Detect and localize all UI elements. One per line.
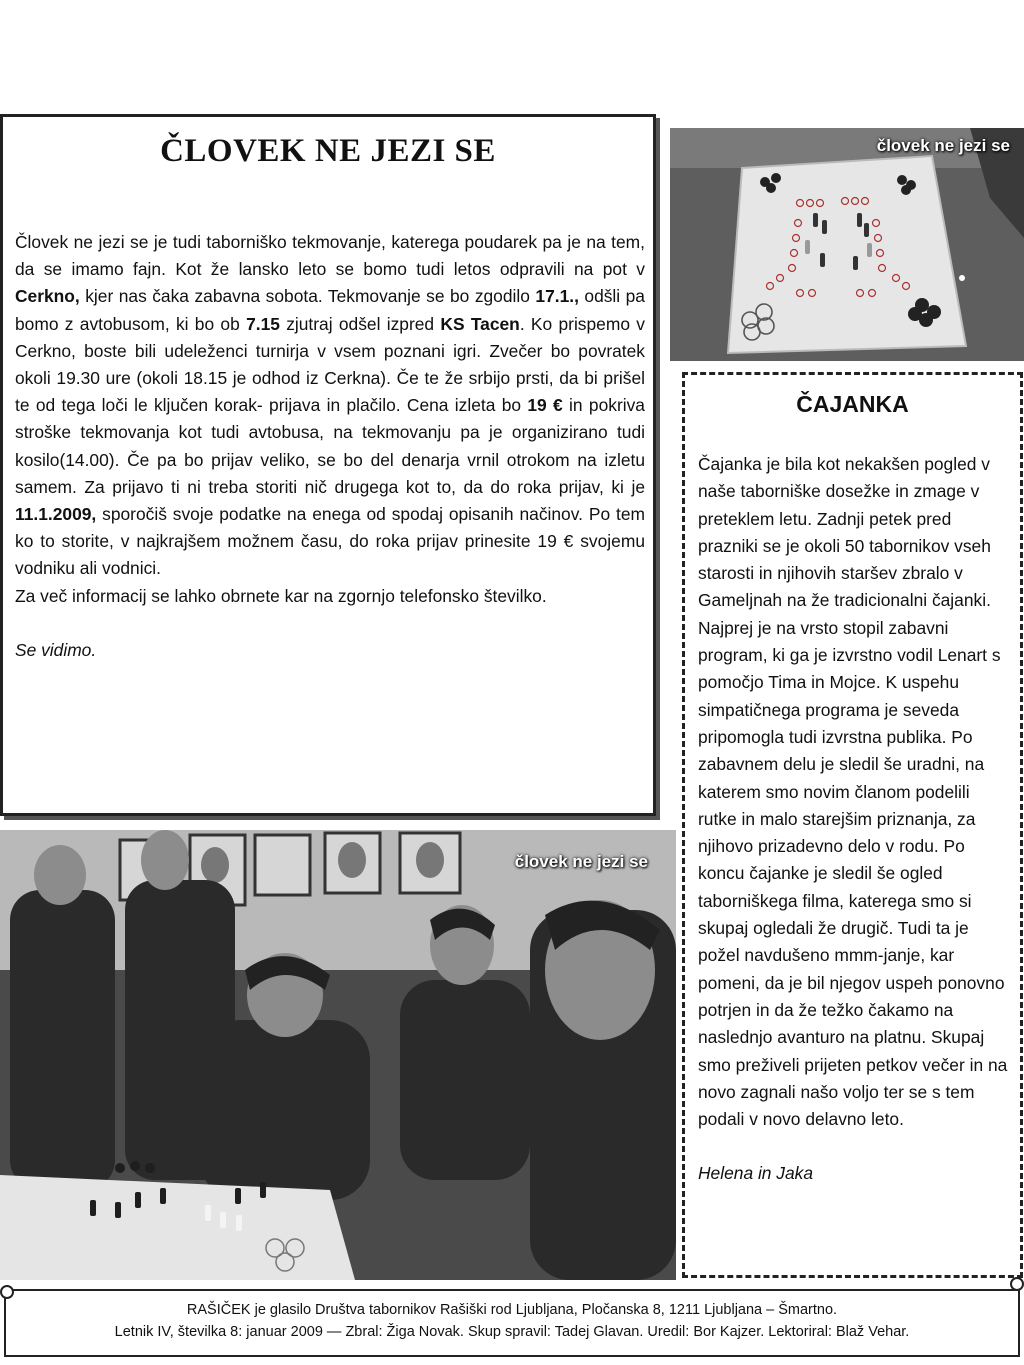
place-cerkno: Cerkno, bbox=[15, 286, 80, 307]
players-photo-caption: človek ne jezi se bbox=[514, 852, 648, 871]
sidebar-authors bbox=[698, 1160, 1012, 1187]
players-illustration bbox=[0, 830, 676, 1280]
scroll-ornament-right bbox=[1010, 1277, 1024, 1291]
spacer bbox=[698, 1133, 1012, 1160]
registration-deadline: 11.1.2009, bbox=[15, 504, 97, 525]
scroll-ornament-left bbox=[0, 1285, 14, 1299]
authors-text: Helena in Jaka bbox=[698, 1163, 814, 1184]
sidebar-text: Čajanka je bila kot nekakšen pogled v naše taborniške dosežke in zmage v preteklem letu. Zadnji petek pred prazniki se je okoli 50 tabornikov vseh starosti in njihovih staršev zbralo v Gameljnah na že tradicionalni čajanki. Najprej je na vrsto stopil zabavni program, ki ga je izvrstno vodil Lenart s pomočjo Tima in Mojce. K uspehu simpatičnega programa je seveda pripomogla tudi izvrstna publika. Po zabavnem delu je sledil še uradni, na katerem smo novim članom podelili rutke in malo starejšim priznanja, za njihovo prizadevno delo v rodu. Po koncu čajanke je sledil še ogled taborniškega filma, katerega smo si skupaj ogledali že drugič. Tudi ta je požel navdušeno mmm-janje, kar pomeni, da je bil njegov uspeh ponovno potrjen in da že težko čakamo na naslednjo avanturo na platnu. Skupaj smo preživeli prijeten petkov večer in na novo zagnali našo voljo ter se s tem podali v novo delavno leto. bbox=[698, 454, 1008, 1130]
signoff-text: Se vidimo. bbox=[15, 639, 97, 660]
article-title: ČLOVEK NE JEZI SE bbox=[160, 133, 496, 169]
board-game-illustration bbox=[670, 128, 1024, 361]
article-paragraph-1 bbox=[15, 229, 645, 583]
board-game-photo bbox=[670, 128, 1024, 361]
text-run: zjutraj odšel izpred bbox=[279, 313, 441, 334]
article-box bbox=[0, 114, 656, 816]
footer-line-2: Letnik IV, številka 8: januar 2009 — Zbral: Žiga Novak. Skup spravil: Tadej Glavan. Uredil: Bor Kajzer. Lektoriral: Blaž Vehar. bbox=[114, 1324, 910, 1340]
board-photo-caption: človek ne jezi se bbox=[876, 136, 1010, 155]
sidebar-body bbox=[698, 451, 1012, 1188]
sidebar-title: ČAJANKA bbox=[796, 391, 909, 417]
departure-place: KS Tacen bbox=[440, 313, 520, 334]
text-run: . Ko prispemo v Cerkno, boste bili udeleženci turnirja v vsem poznani igri. Zvečer bo povratek okoli 19.30 ure (okoli 18.15 je odhod iz Cerkna). Če te že srbijo prsti, da bi prišel te od tega loči le ključen korak- prijava in plačilo. Cena izleta bo bbox=[15, 313, 645, 416]
players-photo bbox=[0, 830, 676, 1280]
text-run: in pokriva stroške tekmovanja kot tudi avtobusa, na tekmovanju pa je organizirano tudi kosilo(14.00). Če pa bo prijav veliko, se bo del denarja vrnil otrokom na izletu samem. Za prijavo ti ni treba storiti nič drugega kot to, da do roka prijav, ki je bbox=[15, 395, 645, 497]
article-body bbox=[15, 229, 645, 664]
cajanka-box bbox=[682, 372, 1023, 1278]
footer-line-1: RAŠIČEK je glasilo Društva tabornikov Rašiški rod Ljubljana, Pločanska 8, 1211 Ljubljana – Šmartno. bbox=[186, 1302, 838, 1318]
text-run: sporočiš svoje podatke na enega od spodaj opisanih načinov. Po tem ko to storite, v najkrajšem možnem času, do roka prijav prinesite 19 € svojemu vodniku ali vodnici. bbox=[15, 504, 645, 579]
departure-time: 7.15 bbox=[246, 313, 280, 334]
text-run: kjer nas čaka zabavna sobota. Tekmovanje se bo zgodilo bbox=[79, 286, 536, 307]
text-run: Človek ne jezi se je tudi taborniško tekmovanje, katerega poudarek pa je na tem, da se imamo fajn. Kot že lansko leto se bomo tudi letos odpravili na pot v bbox=[15, 232, 645, 280]
article-signoff bbox=[15, 637, 645, 664]
footer-box bbox=[4, 1289, 1020, 1357]
trip-price: 19 € bbox=[527, 395, 563, 416]
event-date: 17.1., bbox=[535, 286, 579, 307]
spacer bbox=[15, 610, 645, 637]
text-run: odšli pa bomo z avtobusom, ki bo ob bbox=[15, 286, 645, 334]
article-paragraph-2: Za več informacij se lahko obrnete kar na zgornjo telefonsko številko. bbox=[15, 585, 547, 606]
